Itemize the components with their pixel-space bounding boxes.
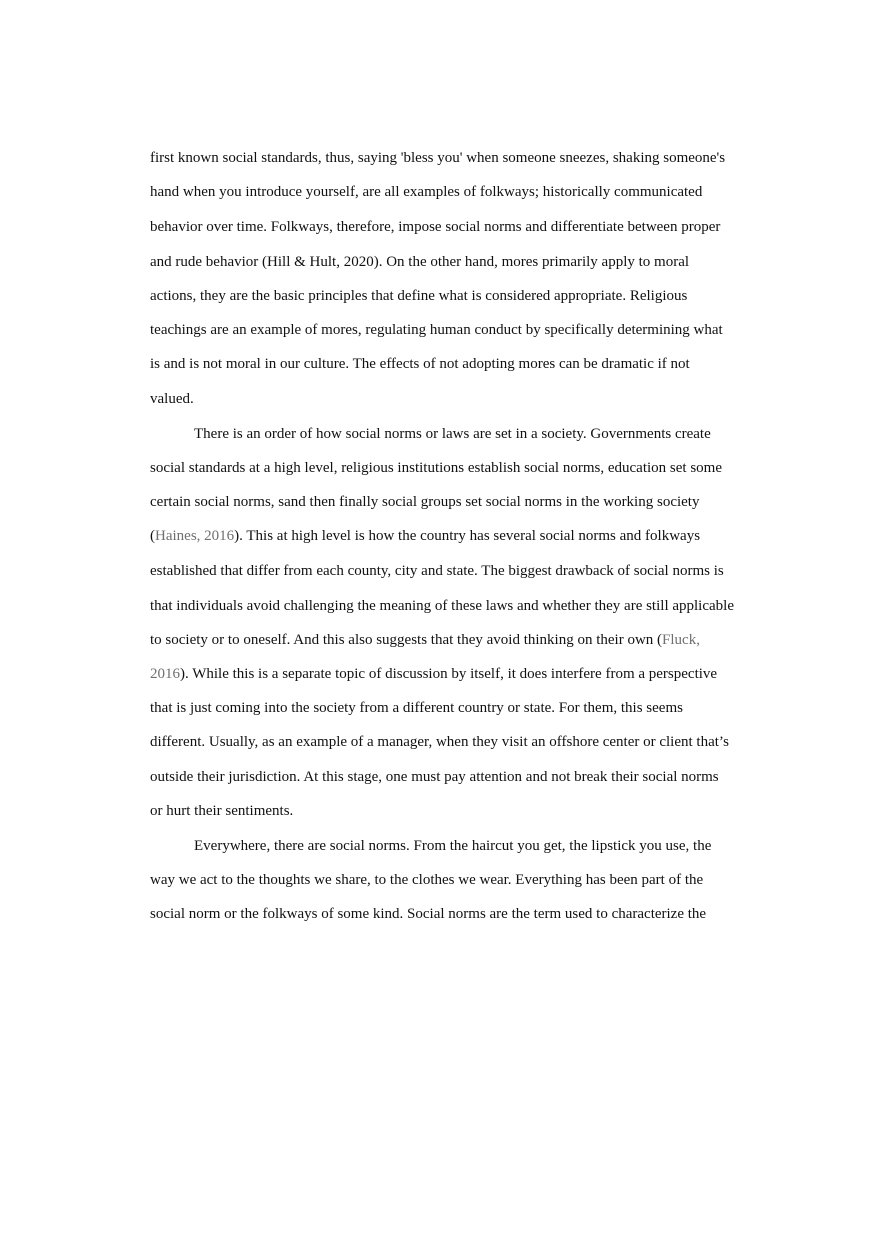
citation-fluck-part-2: 2016	[150, 666, 180, 682]
paragraph-2-line-8-rest: ). While this is a separate topic of discussion by itself, it does interfere from a perspective	[180, 666, 718, 682]
paragraph-1-line-3: behavior over time. Folkways, therefore, impose social norms and differentiate between proper	[150, 219, 721, 235]
paragraph-2-line-1: There is an order of how social norms or laws are set in a society. Governments create	[194, 426, 711, 442]
paragraph-2-line-10: different. Usually, as an example of a manager, when they visit an offshore center or client that’s	[150, 734, 729, 750]
citation-fluck-part-1: Fluck,	[662, 632, 700, 648]
citation-haines: Haines, 2016	[155, 528, 235, 544]
paragraph-2-line-8	[150, 665, 717, 683]
paragraph-1-line-8: valued.	[150, 391, 194, 407]
paragraph-2-line-4-rest: ). This at high level is how the country has several social norms and folkways	[234, 528, 701, 544]
paragraph-3-line-2: way we act to the thoughts we share, to the clothes we wear. Everything has been part of the	[150, 872, 704, 888]
paragraph-2-line-4	[150, 527, 700, 545]
paragraph-1-line-4: and rude behavior (Hill & Hult, 2020). On the other hand, mores primarily apply to moral	[150, 254, 690, 270]
paragraph-2-line-7	[150, 631, 700, 649]
paragraph-2-line-12: or hurt their sentiments.	[150, 803, 294, 819]
paragraph-1-line-7: is and is not moral in our culture. The effects of not adopting mores can be dramatic if not	[150, 356, 690, 372]
paragraph-2-line-9: that is just coming into the society from a different country or state. For them, this seems	[150, 700, 683, 716]
paragraph-2-line-7-text: to society or to oneself. And this also suggests that they avoid thinking on their own (	[150, 632, 663, 648]
paragraph-1-line-6: teachings are an example of mores, regulating human conduct by specifically determining what	[150, 322, 723, 338]
paragraph-1-line-2: hand when you introduce yourself, are all examples of folkways; historically communicated	[150, 184, 703, 200]
paragraph-2-line-5: established that differ from each county, city and state. The biggest drawback of social norms is	[150, 563, 724, 579]
paragraph-2-line-4-open: (	[150, 528, 155, 544]
paragraph-2-line-6: that individuals avoid challenging the meaning of these laws and whether they are still applicable	[150, 598, 734, 614]
paragraph-3-line-3: social norm or the folkways of some kind. Social norms are the term used to characterize the	[150, 906, 707, 922]
paragraph-2-line-3: certain social norms, sand then finally social groups set social norms in the working society	[150, 494, 700, 510]
paragraph-1-line-5: actions, they are the basic principles that define what is considered appropriate. Religious	[150, 288, 688, 304]
paragraph-1-line-1: first known social standards, thus, saying 'bless you' when someone sneezes, shaking someone's	[150, 150, 726, 166]
paragraph-2-line-2: social standards at a high level, religious institutions establish social norms, education set some	[150, 460, 722, 476]
paragraph-2-line-11: outside their jurisdiction. At this stage, one must pay attention and not break their social norms	[150, 769, 719, 785]
paragraph-3-line-1: Everywhere, there are social norms. From the haircut you get, the lipstick you use, the	[194, 838, 712, 854]
